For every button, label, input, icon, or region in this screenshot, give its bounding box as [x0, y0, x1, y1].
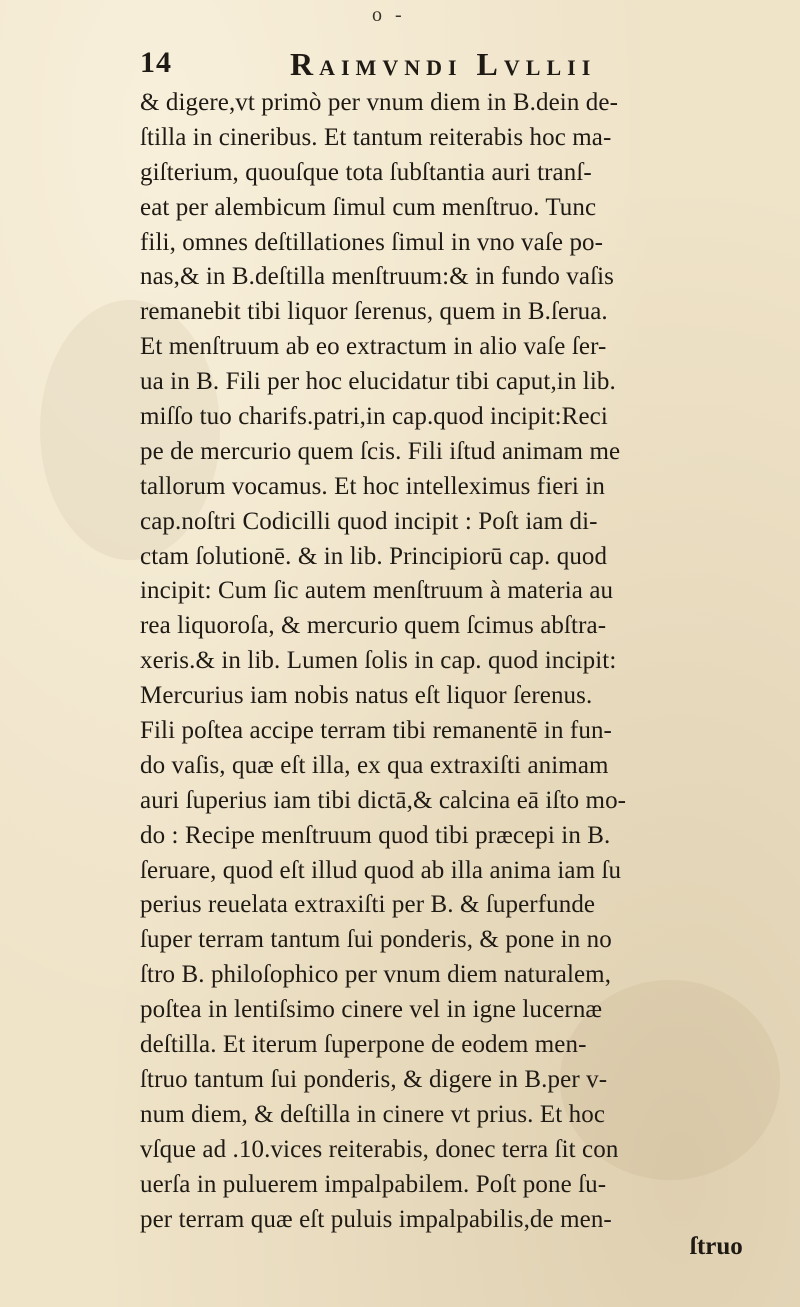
text-line: perius reuelata extraxiſti per B. & ſuperfunde: [140, 891, 596, 919]
text-line: nas,& in B.deſtilla menſtruum:& in fundo vaſis: [140, 263, 614, 291]
text-line: fili, omnes deſtillationes ſimul in vno vaſe po-: [140, 228, 604, 256]
text-line: Et menſtruum ab eo extractum in alio vaſe ſer-: [140, 333, 607, 361]
top-ornament: o -: [372, 4, 406, 26]
text-line: giſterium, quouſque tota ſubſtantia auri tranſ-: [140, 158, 592, 186]
text-line: miſſo tuo charifs.patri,in cap.quod incipit:Reci: [140, 403, 608, 431]
text-line: ſtilla in cineribus. Et tantum reiterabis hoc ma-: [140, 123, 612, 151]
text-line: tallorum vocamus. Et hoc intelleximus fieri in: [140, 472, 605, 500]
text-line: ſtro B. philoſophico per vnum diem naturalem,: [140, 961, 612, 989]
text-line: per terram quæ eſt puluis impalpabilis,de men-: [140, 1205, 612, 1233]
text-line: uerſa in puluerem impalpabilem. Poſt pone ſu-: [140, 1170, 607, 1198]
text-line: pe de mercurio quem ſcis. Fili iſtud animam me: [140, 437, 621, 465]
text-line: xeris.& in lib. Lumen ſolis in cap. quod incipit:: [140, 647, 617, 675]
text-line: ſuper terram tantum ſui ponderis, & pone in no: [140, 926, 612, 954]
text-line: ua in B. Fili per hoc elucidatur tibi caput,in lib.: [140, 368, 616, 396]
text-line: auri ſuperius iam tibi dictā,& calcina eā iſto mo-: [140, 786, 627, 814]
text-line: cap.noſtri Codicilli quod incipit : Poſt iam di-: [140, 507, 598, 535]
catchword: ſtruo: [690, 1233, 743, 1260]
text-line: vſque ad .10.vices reiterabis, donec terra ſit con: [140, 1135, 619, 1163]
text-line: num diem, & deſtilla in cinere vt prius. Et hoc: [140, 1100, 606, 1128]
text-line: ctam ſolutionē. & in lib. Principiorū cap. quod: [140, 542, 608, 570]
body-text: [140, 86, 770, 1237]
text-line: do vaſis, quæ eſt illa, ex qua extraxiſti animam: [140, 751, 609, 779]
text-line: poſtea in lentiſsimo cinere vel in igne lucernæ: [140, 996, 603, 1024]
text-line: Mercurius iam nobis natus eſt liquor ſerenus.: [140, 682, 593, 710]
text-line: eat per alembicum ſimul cum menſtruo. Tunc: [140, 193, 597, 221]
text-line: & digere,vt primò per vnum diem in B.dein de-: [140, 89, 619, 116]
text-line: incipit: Cum ſic autem menſtruum à materia au: [140, 577, 614, 605]
text-line: ſtruo tantum ſui ponderis, & digere in B.per v-: [140, 1065, 608, 1093]
text-line: remanebit tibi liquor ſerenus, quem in B.ſerua.: [140, 298, 608, 326]
text-line: deſtilla. Et iterum ſuperpone de eodem men-: [140, 1031, 587, 1059]
text-line: Fili poſtea accipe terram tibi remanentē in fun-: [140, 717, 612, 745]
page-number: 14: [140, 46, 172, 79]
text-line: rea liquoroſa, & mercurio quem ſcimus abſtra-: [140, 612, 607, 640]
text-line: ſeruare, quod eſt illud quod ab illa anima iam ſu: [140, 856, 622, 884]
text-line: do : Recipe menſtruum quod tibi præcepi in B.: [140, 821, 611, 849]
running-title: Raimvndi Lvllii: [290, 46, 597, 82]
running-head: [140, 46, 660, 86]
